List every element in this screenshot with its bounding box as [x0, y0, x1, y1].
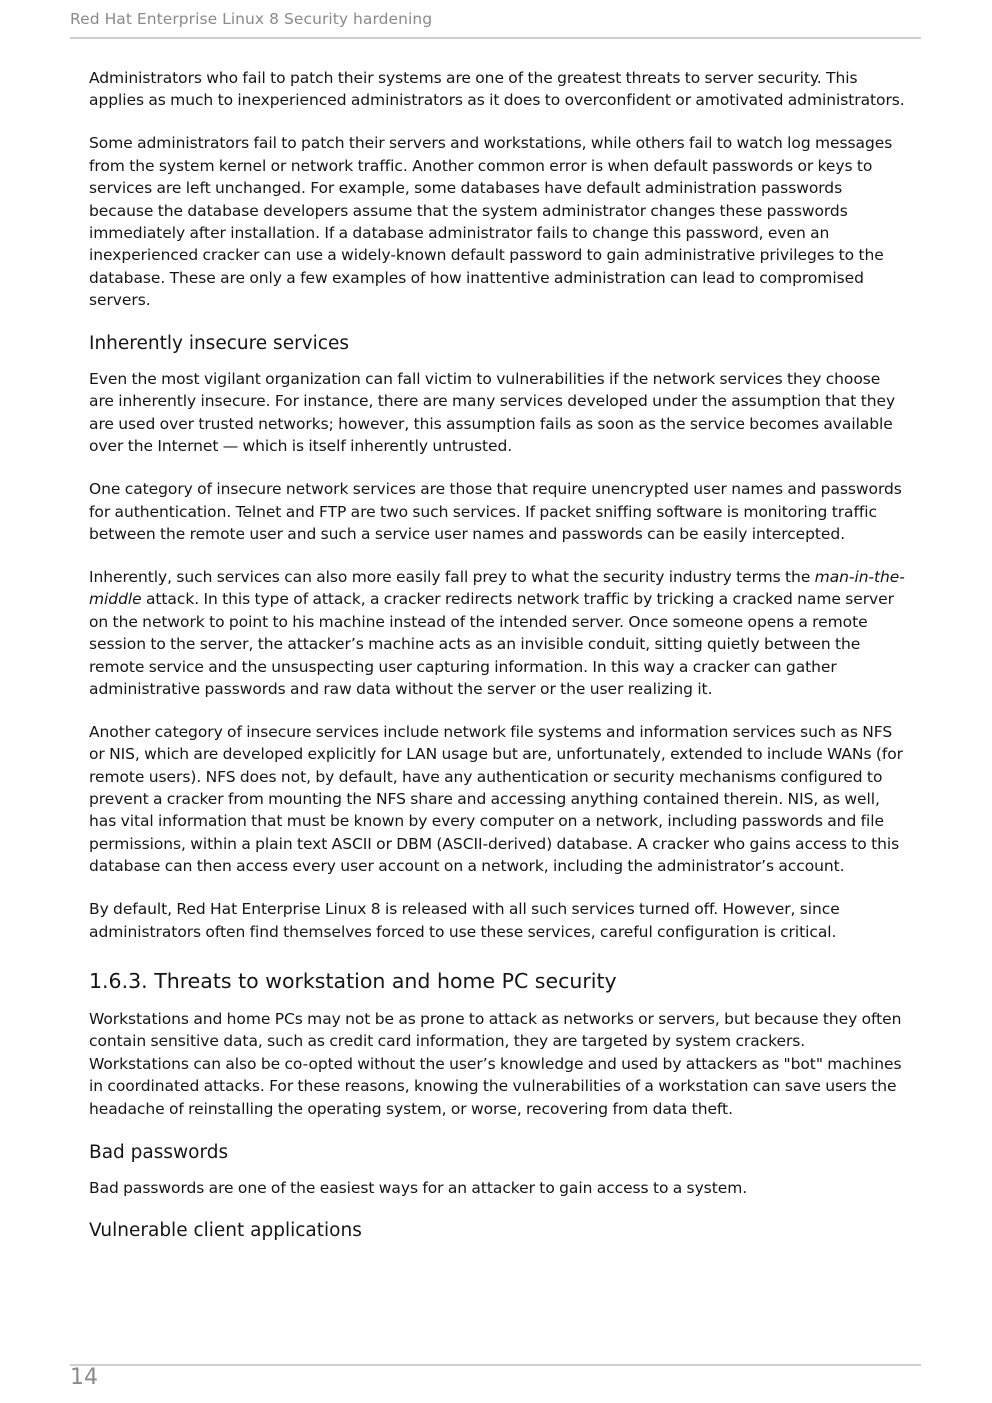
page-content [89, 67, 907, 1255]
subheading-vulnerable-clients: Vulnerable client applications [89, 1220, 362, 1242]
paragraph: Workstations and home PCs may not be as prone to attack as networks or servers, but because they often contain sensitive data, such as credit card information, they are targeted by system crackers. Workstations can also be co-opted without the user’s knowledge and used by attackers as "bot" machines in coordinated attacks. For these reasons, knowing the vulnerabilities of a workstation can save users the headache of reinstalling the operating system, or worse, recovering from data theft. [89, 1010, 902, 1118]
paragraph-text: Inherently, such services can also more easily fall prey to what the security industry terms the [89, 567, 815, 586]
paragraph: Bad passwords are one of the easiest ways for an attacker to gain access to a system. [89, 1178, 748, 1197]
paragraph: Another category of insecure services include network file systems and information services such as NFS or NIS, which are developed explicitly for LAN usage but are, unfortunately, extended to include WANs (for remote users). NFS does not, by default, have any authentication or security mechanisms configured to prevent a cracker from mounting the NFS share and accessing anything contained therein. NIS, as well, has vital information that must be known by every computer on a network, including passwords and file permissions, within a plain text ASCII or DBM (ASCII-derived) database. A cracker who gains access to this database can then access every user account on a network, including the administrator’s account. [89, 722, 903, 876]
paragraph: Some administrators fail to patch their servers and workstations, while others fail to watch log messages from the system kernel or network traffic. Another common error is when default passwords or keys to services are left unchanged. For example, some databases have default administration passwords because the database developers assume that the system administrator changes these passwords immediately after installation. If a database administrator fails to change this password, even an inexperienced cracker can use a widely-known default password to gain administrative privileges to the database. These are only a few examples of how inattentive administration can lead to compromised servers. [89, 134, 893, 310]
emphasized-term: man-in-the-middle [89, 567, 905, 609]
running-header: Red Hat Enterprise Linux 8 Security hardening [70, 10, 433, 28]
subheading-bad-passwords: Bad passwords [89, 1141, 229, 1163]
section-heading: 1.6.3. Threats to workstation and home PC security [89, 969, 617, 993]
subheading-insecure-services: Inherently insecure services [89, 333, 349, 355]
paragraph: Even the most vigilant organization can fall victim to vulnerabilities if the network services they choose are inherently insecure. For instance, there are many services developed under the assumption that they are used over trusted networks; however, this assumption fails as soon as the service becomes available over the Internet — which is itself inherently untrusted. [89, 370, 896, 456]
paragraph: One category of insecure network services are those that require unencrypted user names and passwords for authentication. Telnet and FTP are two such services. If packet sniffing software is monitoring traffic between the remote user and such a service user names and passwords can be easily intercepted. [89, 480, 902, 543]
paragraph-man-in-the-middle [89, 566, 907, 700]
header-divider [70, 37, 921, 39]
page-number: 14 [70, 1365, 98, 1390]
footer-divider [70, 1364, 921, 1366]
paragraph: Administrators who fail to patch their systems are one of the greatest threats to server security. This applies as much to inexperienced administrators as it does to overconfident or amotivated administrators. [89, 69, 905, 110]
paragraph-text: attack. In this type of attack, a cracker redirects network traffic by tricking a cracked name server on the network to point to his machine instead of the intended server. Once someone opens a remote session to the server, the attacker’s machine acts as an invisible conduit, sitting quietly between the remote service and the unsuspecting user capturing information. In this way a cracker can gather administrative passwords and raw data without the server or the user realizing it. [89, 590, 894, 698]
paragraph: By default, Red Hat Enterprise Linux 8 is released with all such services turned off. However, since administrators often find themselves forced to use these services, careful configuration is critical. [89, 900, 840, 941]
